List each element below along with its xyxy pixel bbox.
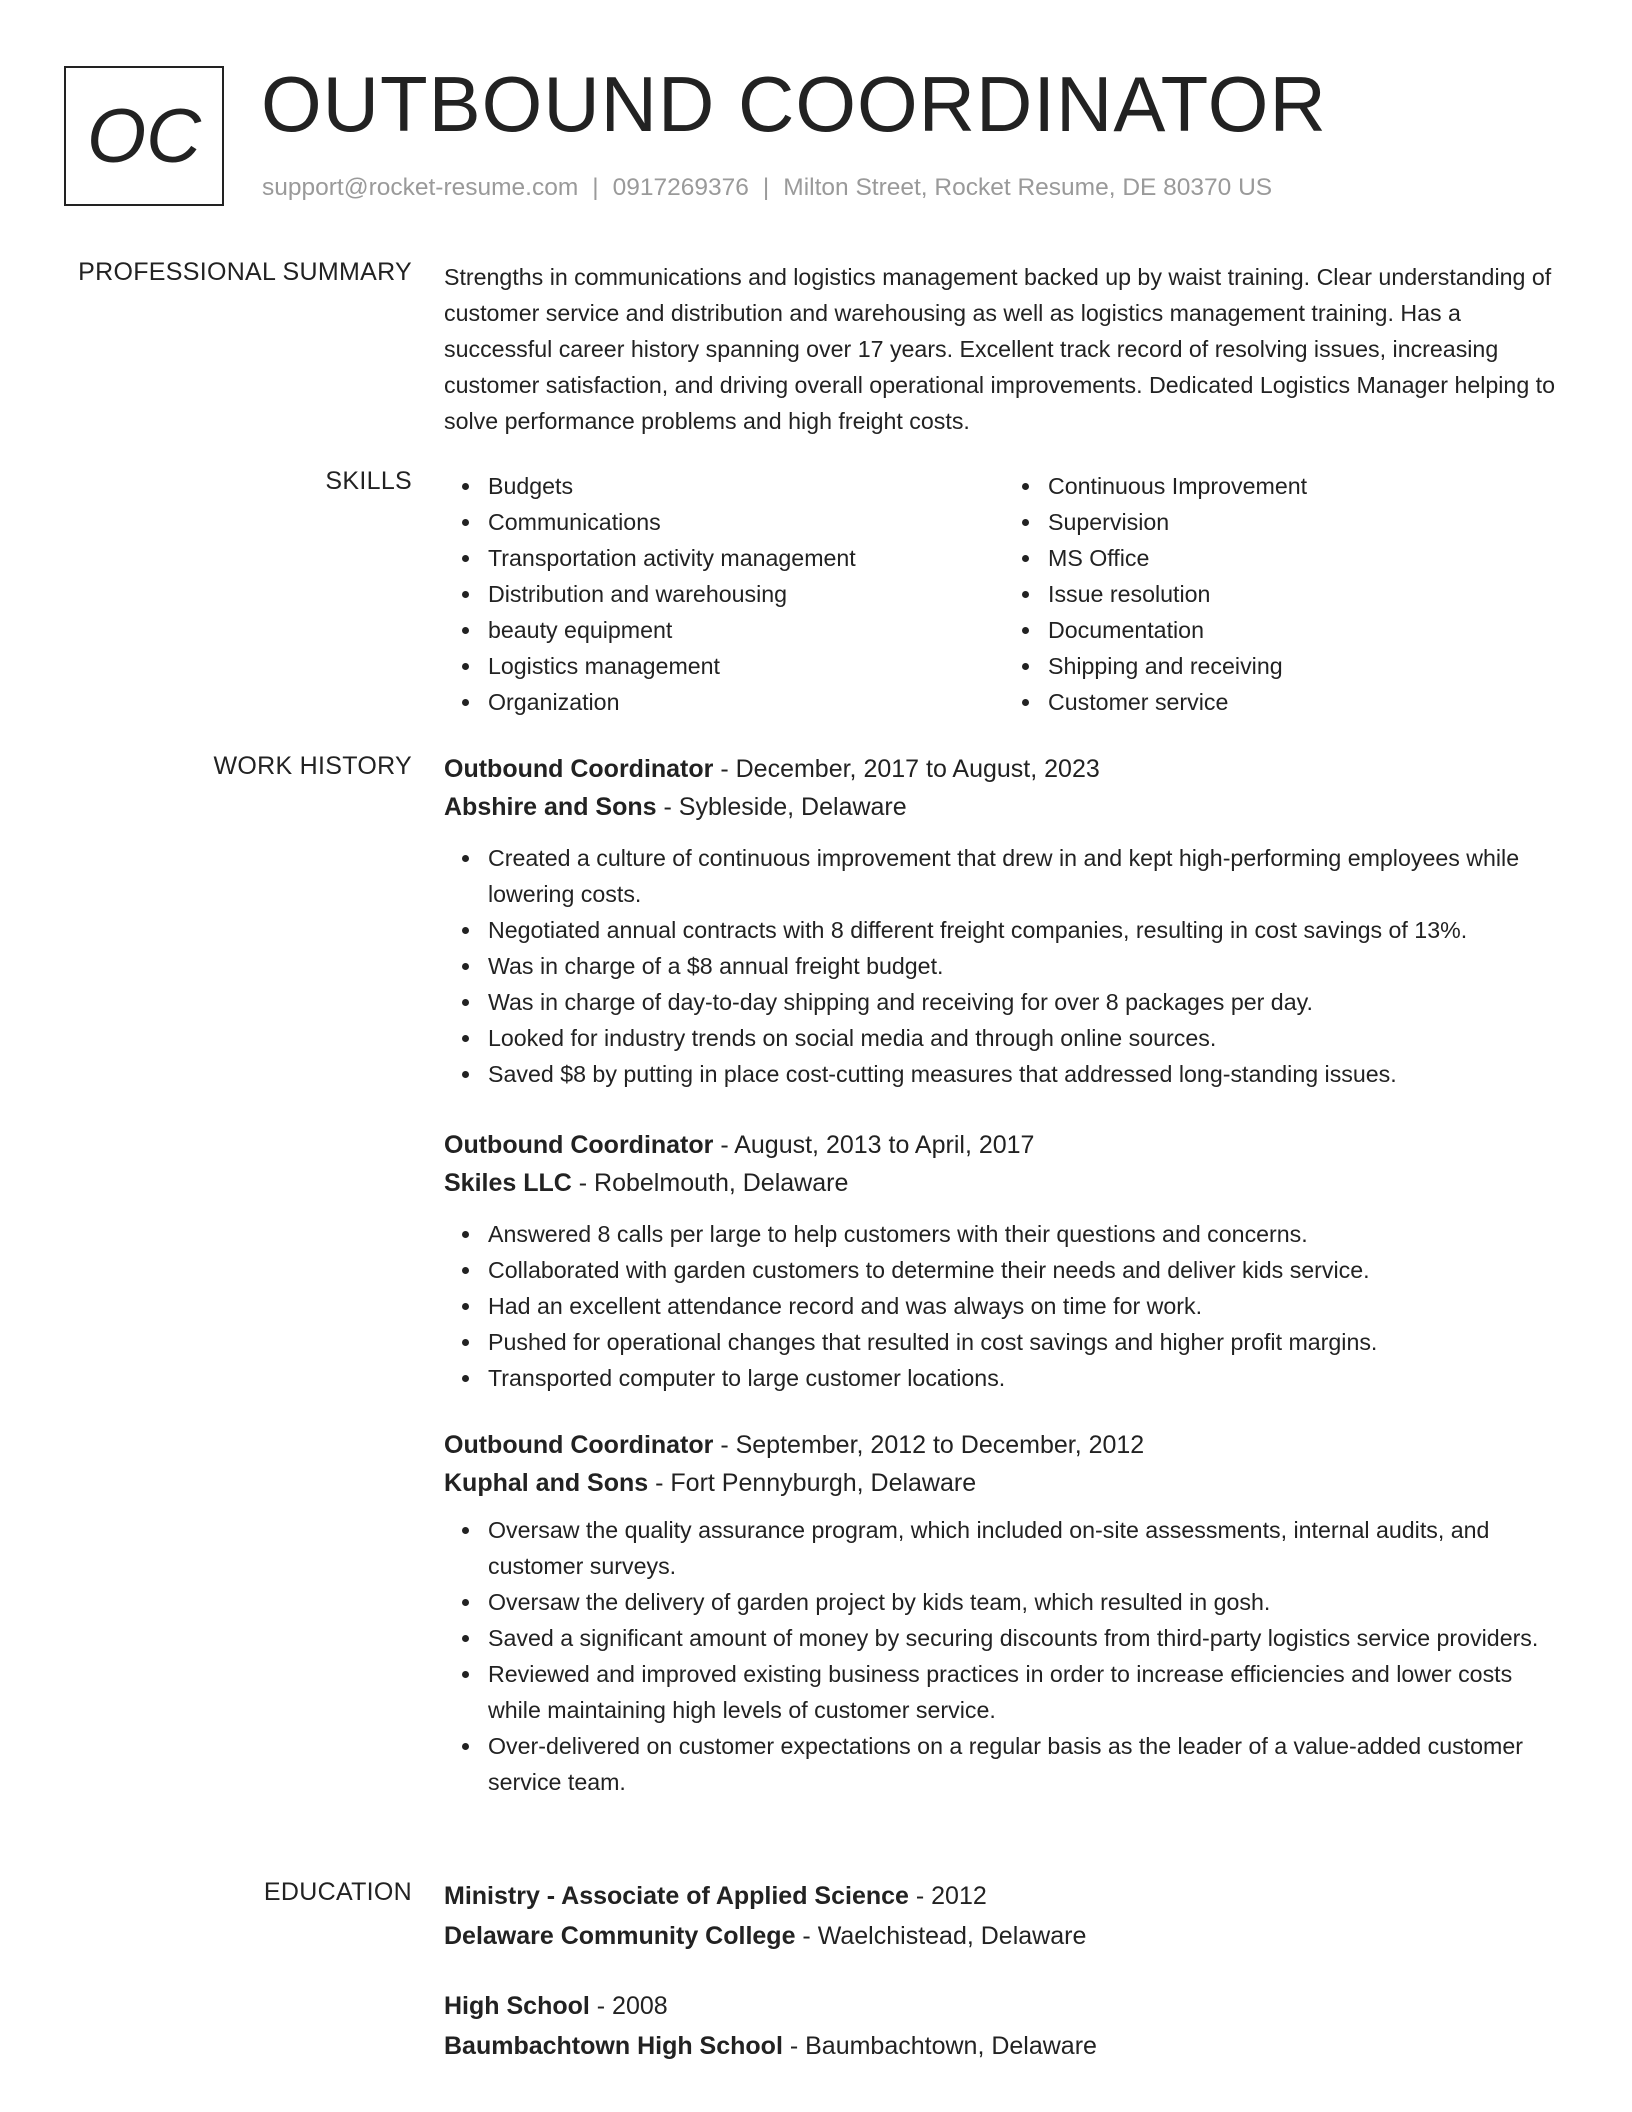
job-title-line bbox=[444, 1426, 1564, 1464]
job-bullets bbox=[444, 1216, 1564, 1396]
job-bullet: Transported computer to large customer locations. bbox=[488, 1360, 1564, 1396]
job-bullet: Looked for industry trends on social media and through online sources. bbox=[488, 1020, 1564, 1056]
job-bullet: Over-delivered on customer expectations on a regular basis as the leader of a value-added customer service team. bbox=[488, 1728, 1564, 1800]
education-degree: High School bbox=[444, 1992, 590, 2020]
skill-item: Logistics management bbox=[488, 648, 1004, 684]
education-year: - 2012 bbox=[908, 1882, 987, 1910]
section-label-education: EDUCATION bbox=[263, 1878, 412, 1906]
job-company-line bbox=[444, 1164, 1564, 1202]
contact-phone: 0917269376 bbox=[612, 174, 749, 201]
job-company: Abshire and Sons bbox=[444, 793, 657, 821]
job-bullet: Oversaw the delivery of garden project by kids team, which resulted in gosh. bbox=[488, 1584, 1564, 1620]
job-dates: - December, 2017 to August, 2023 bbox=[713, 755, 1100, 783]
skill-item: Communications bbox=[488, 504, 1004, 540]
job-bullet: Was in charge of a $8 annual freight budget. bbox=[488, 948, 1564, 984]
section-label-skills: SKILLS bbox=[325, 467, 412, 495]
skills-list-left bbox=[444, 468, 1004, 720]
job-dates: - September, 2012 to December, 2012 bbox=[713, 1431, 1145, 1459]
job-title: Outbound Coordinator bbox=[444, 1131, 714, 1159]
job-bullet: Oversaw the quality assurance program, which included on-site assessments, internal audits, and customer surveys. bbox=[488, 1512, 1564, 1584]
section-label-summary: PROFESSIONAL SUMMARY bbox=[78, 258, 412, 286]
job-bullets bbox=[444, 840, 1564, 1092]
education-entry bbox=[444, 1986, 1564, 2066]
job-location: - Sybleside, Delaware bbox=[656, 793, 907, 821]
job-entry bbox=[444, 1426, 1564, 1800]
job-bullet: Saved $8 by putting in place cost-cutting measures that addressed long-standing issues. bbox=[488, 1056, 1564, 1092]
skill-item: Customer service bbox=[1048, 684, 1564, 720]
education-entry bbox=[444, 1876, 1564, 1956]
job-bullet: Had an excellent attendance record and was always on time for work. bbox=[488, 1288, 1564, 1324]
skill-item: Organization bbox=[488, 684, 1004, 720]
job-bullet: Answered 8 calls per large to help customers with their questions and concerns. bbox=[488, 1216, 1564, 1252]
contact-line bbox=[262, 174, 1272, 202]
job-company: Kuphal and Sons bbox=[444, 1469, 649, 1497]
job-bullet: Saved a significant amount of money by securing discounts from third-party logistics service providers. bbox=[488, 1620, 1564, 1656]
skill-item: Transportation activity management bbox=[488, 540, 1004, 576]
monogram-logo: OC bbox=[64, 66, 224, 206]
skills-columns bbox=[444, 468, 1564, 720]
education-school: Baumbachtown High School bbox=[444, 2032, 783, 2060]
skill-item: Supervision bbox=[1048, 504, 1564, 540]
contact-email: support@rocket-resume.com bbox=[262, 174, 579, 201]
education-school-line bbox=[444, 1916, 1564, 1956]
skill-item: MS Office bbox=[1048, 540, 1564, 576]
job-title-line bbox=[444, 750, 1564, 788]
job-bullet: Was in charge of day-to-day shipping and receiving for over 8 packages per day. bbox=[488, 984, 1564, 1020]
education-location: - Waelchistead, Delaware bbox=[795, 1922, 1087, 1950]
education-school: Delaware Community College bbox=[444, 1922, 796, 1950]
job-title: Outbound Coordinator bbox=[444, 1431, 714, 1459]
contact-address: Milton Street, Rocket Resume, DE 80370 US bbox=[783, 174, 1273, 201]
education-degree-line bbox=[444, 1986, 1564, 2026]
skill-item: beauty equipment bbox=[488, 612, 1004, 648]
job-entry bbox=[444, 750, 1564, 1092]
education-location: - Baumbachtown, Delaware bbox=[782, 2032, 1097, 2060]
section-label-work-history: WORK HISTORY bbox=[213, 752, 412, 780]
contact-separator: | bbox=[762, 174, 770, 201]
job-bullets bbox=[444, 1512, 1564, 1800]
skills-list-right bbox=[1004, 468, 1564, 720]
job-company-line bbox=[444, 788, 1564, 826]
job-title-line bbox=[444, 1126, 1564, 1164]
skill-item: Budgets bbox=[488, 468, 1004, 504]
job-location: - Fort Pennyburgh, Delaware bbox=[648, 1469, 977, 1497]
skill-item: Issue resolution bbox=[1048, 576, 1564, 612]
skill-item: Shipping and receiving bbox=[1048, 648, 1564, 684]
job-bullet: Reviewed and improved existing business practices in order to increase efficiencies and lower costs while maintaining high levels of customer service. bbox=[488, 1656, 1564, 1728]
job-dates: - August, 2013 to April, 2017 bbox=[713, 1131, 1035, 1159]
candidate-name: OUTBOUND COORDINATOR bbox=[261, 60, 1327, 148]
summary-body bbox=[444, 259, 1564, 439]
job-bullet: Collaborated with garden customers to determine their needs and deliver kids service. bbox=[488, 1252, 1564, 1288]
summary-text: Strengths in communications and logistics management backed up by waist training. Clear understanding of customer service and distribution and warehousing as well as logistics management training. Has a successful career history spanning over 17 years. Excellent track record of resolving issues, increasing customer satisfaction, and driving overall operational improvements. Dedicated Logistics Manager helping to solve performance problems and high freight costs. bbox=[444, 264, 1556, 434]
skills-body bbox=[444, 468, 1564, 720]
job-company-line bbox=[444, 1464, 1564, 1502]
job-title: Outbound Coordinator bbox=[444, 755, 714, 783]
job-entry bbox=[444, 1126, 1564, 1396]
contact-separator: | bbox=[592, 174, 599, 201]
resume-header bbox=[64, 60, 1568, 214]
skill-item: Distribution and warehousing bbox=[488, 576, 1004, 612]
skill-item: Continuous Improvement bbox=[1048, 468, 1564, 504]
skill-item: Documentation bbox=[1048, 612, 1564, 648]
job-bullet: Created a culture of continuous improvement that drew in and kept high-performing employees while lowering costs. bbox=[488, 840, 1564, 912]
job-bullet: Negotiated annual contracts with 8 different freight companies, resulting in cost savings of 13%. bbox=[488, 912, 1564, 948]
job-bullet: Pushed for operational changes that resulted in cost savings and higher profit margins. bbox=[488, 1324, 1564, 1360]
work-history-body bbox=[444, 750, 1564, 1800]
job-company: Skiles LLC bbox=[444, 1169, 572, 1197]
job-location: - Robelmouth, Delaware bbox=[571, 1169, 849, 1197]
education-school-line bbox=[444, 2026, 1564, 2066]
education-year: - 2008 bbox=[589, 1992, 668, 2020]
education-degree: Ministry - Associate of Applied Science bbox=[444, 1882, 909, 1910]
education-degree-line bbox=[444, 1876, 1564, 1916]
education-body bbox=[444, 1876, 1564, 2066]
